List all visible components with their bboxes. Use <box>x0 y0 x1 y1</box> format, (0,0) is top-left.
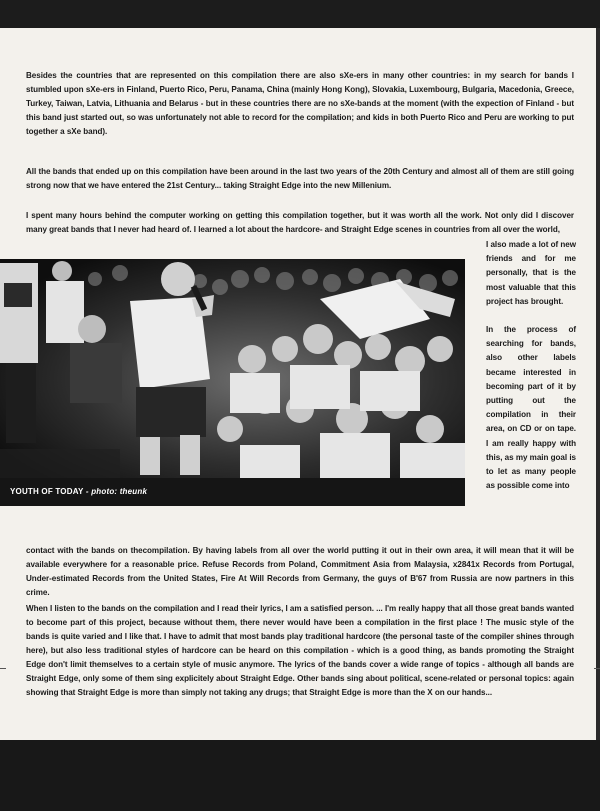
photo-caption <box>0 478 465 506</box>
paragraph-satisfied: When I listen to the bands on the compilation and I read their lyrics, I am a satisfied person. ... I'm really happy that all those great bands wanted to become part of this project, because without them, there never would have been a compilation in the first place ! The music style of the bands is quite varied and I like that. I have to admit that most bands play traditional hardcore (the personal taste of the compiler shines through here), but also less traditional styles of hardcore can be heard on this compilation - which is a good thing, as bands promoting the Straight Edge don't limit themselves to a certain style of music anymore. The lyrics of the bands cover a wide range of topics - although all bands are Straight Edge, only some of them sing explicitely about Straight Edge. Other bands sing about political, scene-related or personal topics: again showing that Straight Edge is more than simply not taking any drugs; that Straight Edge is more than the X on our hands... <box>26 604 574 697</box>
paragraph-partners: contact with the bands on thecompilation. By having labels from all over the world putting it out in their own area, it will mean that it will be available everywhere for a reasonable price. Refuse Records from Poland, Commitment Asia from Malaysia, x2841x Records from Portugal, Under-estimated Records from the United States, Fire At Will Records from Germany, the guys of B'67 from Russia are now partners in this crime. <box>26 546 574 597</box>
sidebar-column <box>486 238 576 507</box>
paragraph-computer-work: I spent many hours behind the computer working on getting this compilation together, but it was worth all the work. Not only did I discover many great bands that I never had heard of. I learned a lot about the hardcore- and Straight Edge scenes in countries from all over the world, <box>26 211 574 234</box>
concert-photo <box>0 259 465 478</box>
caption-credit: - photo: theunk <box>83 487 148 496</box>
top-black-bar <box>0 0 600 28</box>
crowd-illustration <box>0 259 465 478</box>
caption-title: YOUTH OF TODAY <box>10 487 84 496</box>
right-page-edge <box>596 28 600 740</box>
paragraph-countries: Besides the countries that are represented on this compilation there are also sXe-ers in many other countries: in my search for bands I stumbled upon sXe-ers in Finland, Puerto Rico, Peru, Panama, China (mainly Hong Kong), Slovakia, Luxembourg, Bulgaria, Macedonia, Greece, Turkey, Taiwan, Latvia, Lithuania and Belarus - but in these countries there are no sXe-bands at the moment (with the expection of Finland - but this band just started out, so was unfortunately not able to record for the compilation; and kids in both Puerto Rico and Peru are working to put together a sXe band). <box>26 71 574 136</box>
bottom-black-bar <box>0 740 600 811</box>
paragraph-bands-century: All the bands that ended up on this compilation have been around in the last two years of the 20th Century and almost all of them are still going strong now that we have entered the 21st Century... taking Straight Edge into the new Millenium. <box>26 167 574 190</box>
margin-tick <box>594 668 600 669</box>
margin-tick <box>0 668 6 669</box>
paragraph-labels: In the process of searching for bands, also other labels became interested in becoming part of it by putting out the compilation in their area, on CD or on tape. I am really happy with this, as my main goal is to let as many people as possible come into <box>486 325 576 491</box>
paragraph-new-friends: I also made a lot of new friends and for me personally, that is the most valuable that this project has brought. <box>486 240 576 306</box>
